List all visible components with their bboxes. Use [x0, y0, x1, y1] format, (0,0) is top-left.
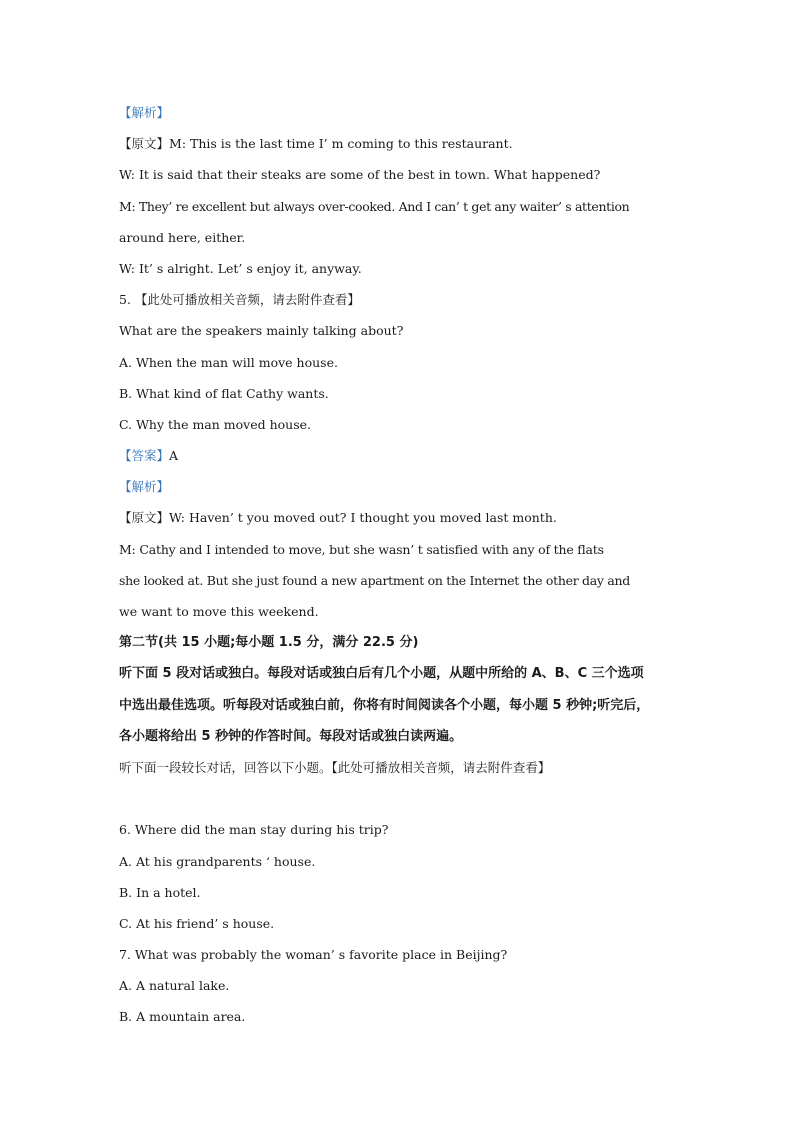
analysis-label-line: [119, 471, 679, 502]
answer-line: [119, 440, 679, 471]
section-heading: 第二节(共 15 小题;每小题 1.5 分，满分 22.5 分): [119, 635, 419, 651]
option-b: B. In a hotel.: [119, 884, 201, 900]
audio-note[interactable]: 听下面一段较长对话，回答以下小题。【此处可播放相关音频，请去附件查看】: [119, 759, 551, 775]
transcript-line: W: It’ s alright. Let’ s enjoy it, anyway.: [119, 260, 362, 276]
transcript-line: around here, either.: [119, 229, 246, 245]
option-c: C. Why the man moved house.: [119, 416, 311, 432]
question-7-stem: 7. What was probably the woman’ s favorite place in Beijing?: [119, 947, 508, 963]
transcript-line: M: They’ re excellent but always over-cooked. And I can’ t get any waiter’ s attention: [119, 198, 630, 214]
transcript-line: she looked at. But she just found a new apartment on the Internet the other day and: [119, 572, 630, 588]
analysis-label-line: [119, 97, 679, 128]
analysis-tag: 【解析】: [119, 479, 170, 495]
section-instructions-line: 听下面 5 段对话或独白。每段对话或独白后有几个小题，从题中所给的 A、B、C 三个选项: [119, 666, 644, 682]
document-page: [119, 97, 679, 1033]
section-instructions-line: 中选出最佳选项。听每段对话或独白前，你将有时间阅读各个小题，每小题 5 秒钟;听完后，: [119, 697, 650, 713]
option-b: B. A mountain area.: [119, 1009, 246, 1025]
answer-value: A: [169, 448, 179, 464]
option-b: B. What kind of flat Cathy wants.: [119, 385, 329, 401]
section-instructions-line: 各小题将给出 5 秒钟的作答时间。每段对话或独白读两遍。: [119, 728, 463, 744]
transcript-line: [119, 128, 679, 159]
analysis-tag: 【解析】: [119, 105, 170, 120]
transcript-text: W: Haven’ t you moved out? I thought you moved last month.: [169, 510, 557, 526]
answer-tag: 【答案】: [119, 448, 170, 464]
original-text-tag: 【原文】: [119, 510, 170, 526]
option-a: A. At his grandparents ‘ house.: [119, 853, 316, 869]
option-c: C. At his friend’ s house.: [119, 915, 275, 931]
transcript-line: M: Cathy and I intended to move, but she wasn’ t satisfied with any of the flats: [119, 541, 604, 557]
question-5-stem: What are the speakers mainly talking about?: [119, 323, 404, 339]
transcript-text: M: This is the last time I’ m coming to this restaurant.: [169, 136, 513, 152]
question-5-audio-line[interactable]: 5. 【此处可播放相关音频，请去附件查看】: [119, 292, 360, 308]
transcript-line: W: It is said that their steaks are some of the best in town. What happened?: [119, 167, 601, 183]
transcript-line: [119, 502, 679, 533]
transcript-line: we want to move this weekend.: [119, 604, 319, 619]
blank-spacer: [119, 783, 679, 814]
original-text-tag: 【原文】: [119, 136, 170, 152]
question-6-stem: 6. Where did the man stay during his trip?: [119, 822, 389, 838]
option-a: A. When the man will move house.: [119, 354, 338, 370]
option-a: A. A natural lake.: [119, 978, 230, 994]
